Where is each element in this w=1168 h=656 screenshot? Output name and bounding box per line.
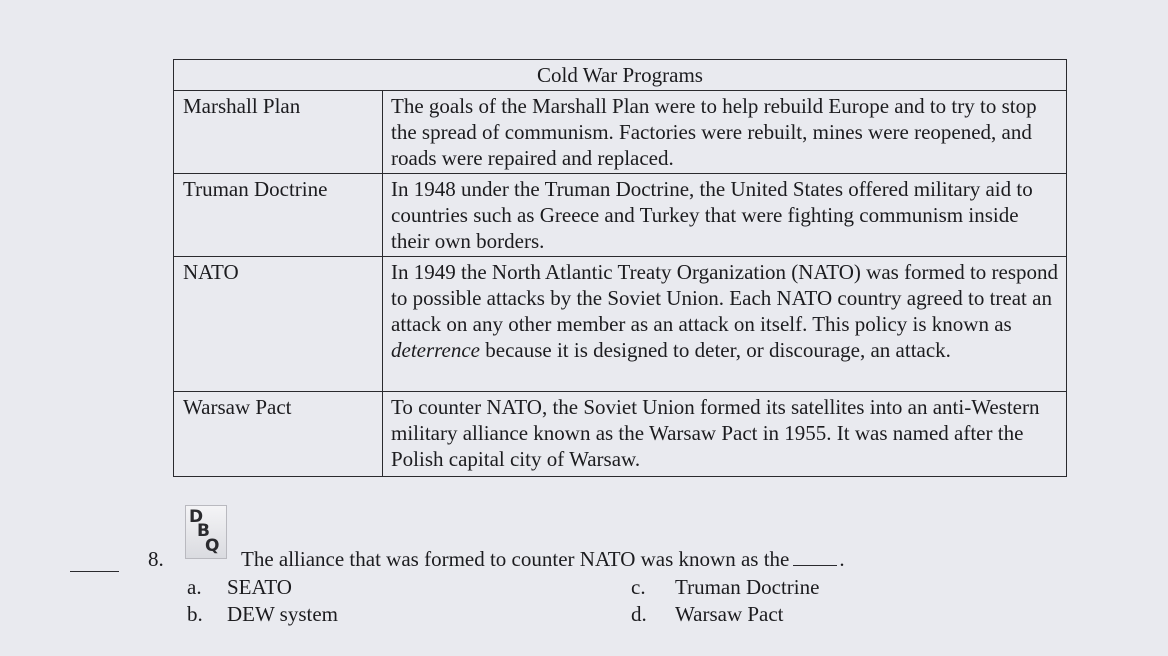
choice-text: SEATO [227, 575, 292, 599]
dbq-icon [185, 505, 227, 559]
choice-letter: c. [631, 575, 646, 599]
choice-text: Truman Doctrine [675, 575, 820, 599]
table-title: Cold War Programs [174, 60, 1067, 91]
choice-c[interactable] [631, 575, 819, 600]
program-term: Truman Doctrine [174, 174, 383, 257]
program-description [383, 257, 1067, 392]
program-description: To counter NATO, the Soviet Union formed its satellites into an anti-Western military alliance known as the Warsaw Pact in 1955. It was named after the Polish capital city of Warsaw. [383, 392, 1067, 477]
program-description: In 1948 under the Truman Doctrine, the United States offered military aid to countries such as Greece and Turkey that were fighting communism inside their own borders. [383, 174, 1067, 257]
choice-text: Warsaw Pact [675, 602, 784, 626]
fill-in-blank [793, 565, 837, 566]
description-emphasis: deterrence [391, 338, 481, 362]
dbq-letter: D [189, 507, 204, 527]
answer-blank[interactable] [70, 571, 119, 572]
question-text [241, 547, 845, 572]
dbq-letter: B [197, 521, 210, 541]
table-row [174, 257, 1067, 392]
program-term: Marshall Plan [174, 91, 383, 174]
program-term: Warsaw Pact [174, 392, 383, 477]
question-end-punct: . [839, 547, 845, 571]
choice-letter: b. [187, 602, 203, 626]
table-row [174, 174, 1067, 257]
choice-b[interactable] [187, 602, 338, 627]
choice-d[interactable] [631, 602, 784, 627]
table-row [174, 91, 1067, 174]
description-text: because it is designed to deter, or discourage, an attack. [480, 338, 951, 362]
program-description: The goals of the Marshall Plan were to help rebuild Europe and to try to stop the spread of communism. Factories were rebuilt, mines were reopened, and roads were repaired and replaced. [383, 91, 1067, 174]
question-number: 8. [148, 547, 164, 571]
question-prompt: The alliance that was formed to counter NATO was known as the [241, 547, 790, 571]
choice-letter: a. [187, 575, 202, 599]
description-text: In 1949 the North Atlantic Treaty Organization (NATO) was formed to respond to possible attacks by the Soviet Union. Each NATO country agreed to treat an attack on any other member as an attack on itself. This policy is known as [391, 260, 1059, 336]
program-term: NATO [174, 257, 383, 392]
dbq-letter: Q [205, 536, 220, 556]
choice-letter: d. [631, 602, 647, 626]
cold-war-programs-table [173, 59, 1067, 477]
table-row [174, 392, 1067, 477]
choice-text: DEW system [227, 602, 339, 626]
choice-a[interactable] [187, 575, 292, 600]
